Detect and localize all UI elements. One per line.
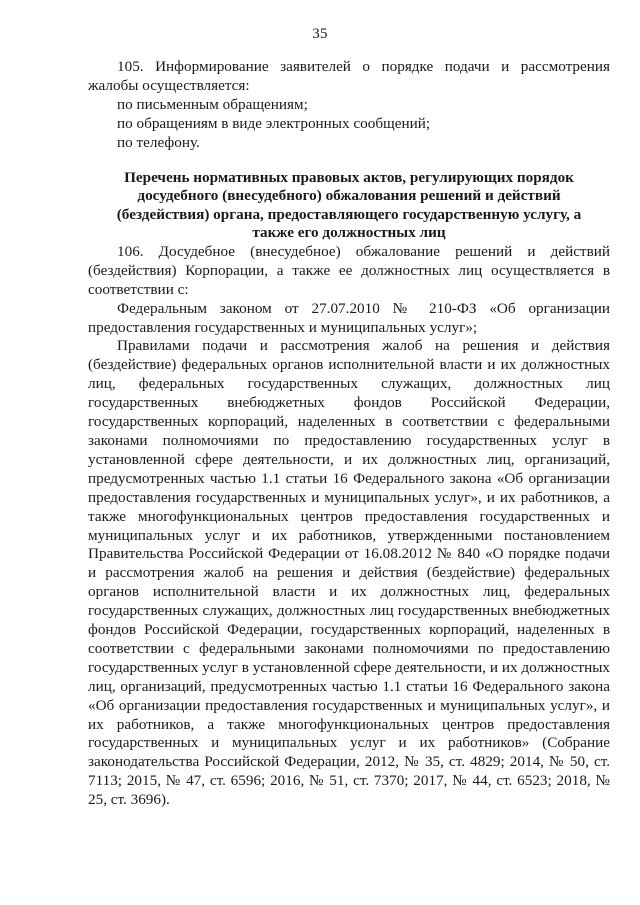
paragraph-105: 105. Информирование заявителей о порядке подачи и рассмотрения жалобы осуществляется: xyxy=(88,58,610,94)
section-heading: Перечень нормативных правовых актов, регулирующих порядок досудебного (внесудебного) обжалования решений и действий (бездействия) органа, предоставляющего государственную услугу, а также его должностных лиц xyxy=(116,168,582,242)
paragraph-rules: Правилами подачи и рассмотрения жалоб на решения и действия (бездействие) федеральных органов исполнительной власти и их должностных лиц, федеральных государственных служащих, должностных лиц государственных внебюджетных фондов Российской Федерации, государственных корпораций, наделенных в соответствии с федеральными законами полномочиями по предоставлению государственных услуг в установленной сфере деятельности, и их должностных лиц, организаций, предусмотренных частью 1.1 статьи 16 Федерального закона «Об организации предоставления государственных и муниципальных услуг», и их работников, а также многофункциональных центров предоставления государственных и муниципальных услуг и их работников, утвержденными постановлением Правительства Российской Федерации от 16.08.2012 № 840 «О порядке подачи и рассмотрения жалоб на решения и действия (бездействие) федеральных органов исполнительной власти и их должностных лиц, федеральных государственных служащих, должностных лиц государственных внебюджетных фондов Российской Федерации, государственных корпораций, наделенных в соответствии с федеральными законами полномочиями по предоставлению государственных услуг в установленной сфере деятельности, и их должностных лиц, организаций, предусмотренных частью 1.1 статьи 16 Федерального закона «Об организации предоставления государственных и муниципальных услуг», и их работников, а также многофункциональных центров предоставления государственных и муниципальных услуг и их работников» (Собрание законодательства Российской Федерации, 2012, № 35, ст. 4829; 2014, № 50, ст. 7113; 2015, № 47, ст. 6596; 2016, № 51, ст. 7370; 2017, № 44, ст. 6523; 2018, № 25, ст. 3696). xyxy=(88,337,610,809)
document-body xyxy=(88,58,610,810)
paragraph-106: 106. Досудебное (внесудебное) обжалование решений и действий (бездействия) Корпорации, а также ее должностных лиц осуществляется в соответствии с: xyxy=(88,242,610,298)
paragraph-federal-law: Федеральным законом от 27.07.2010 № 210-ФЗ «Об организации предоставления государственных и муниципальных услуг»; xyxy=(88,299,610,336)
page-number: 35 xyxy=(312,26,328,42)
list-item: по письменным обращениям; xyxy=(117,95,308,113)
list-item: по телефону. xyxy=(117,133,200,151)
list-item: по обращениям в виде электронных сообщений; xyxy=(117,114,431,132)
